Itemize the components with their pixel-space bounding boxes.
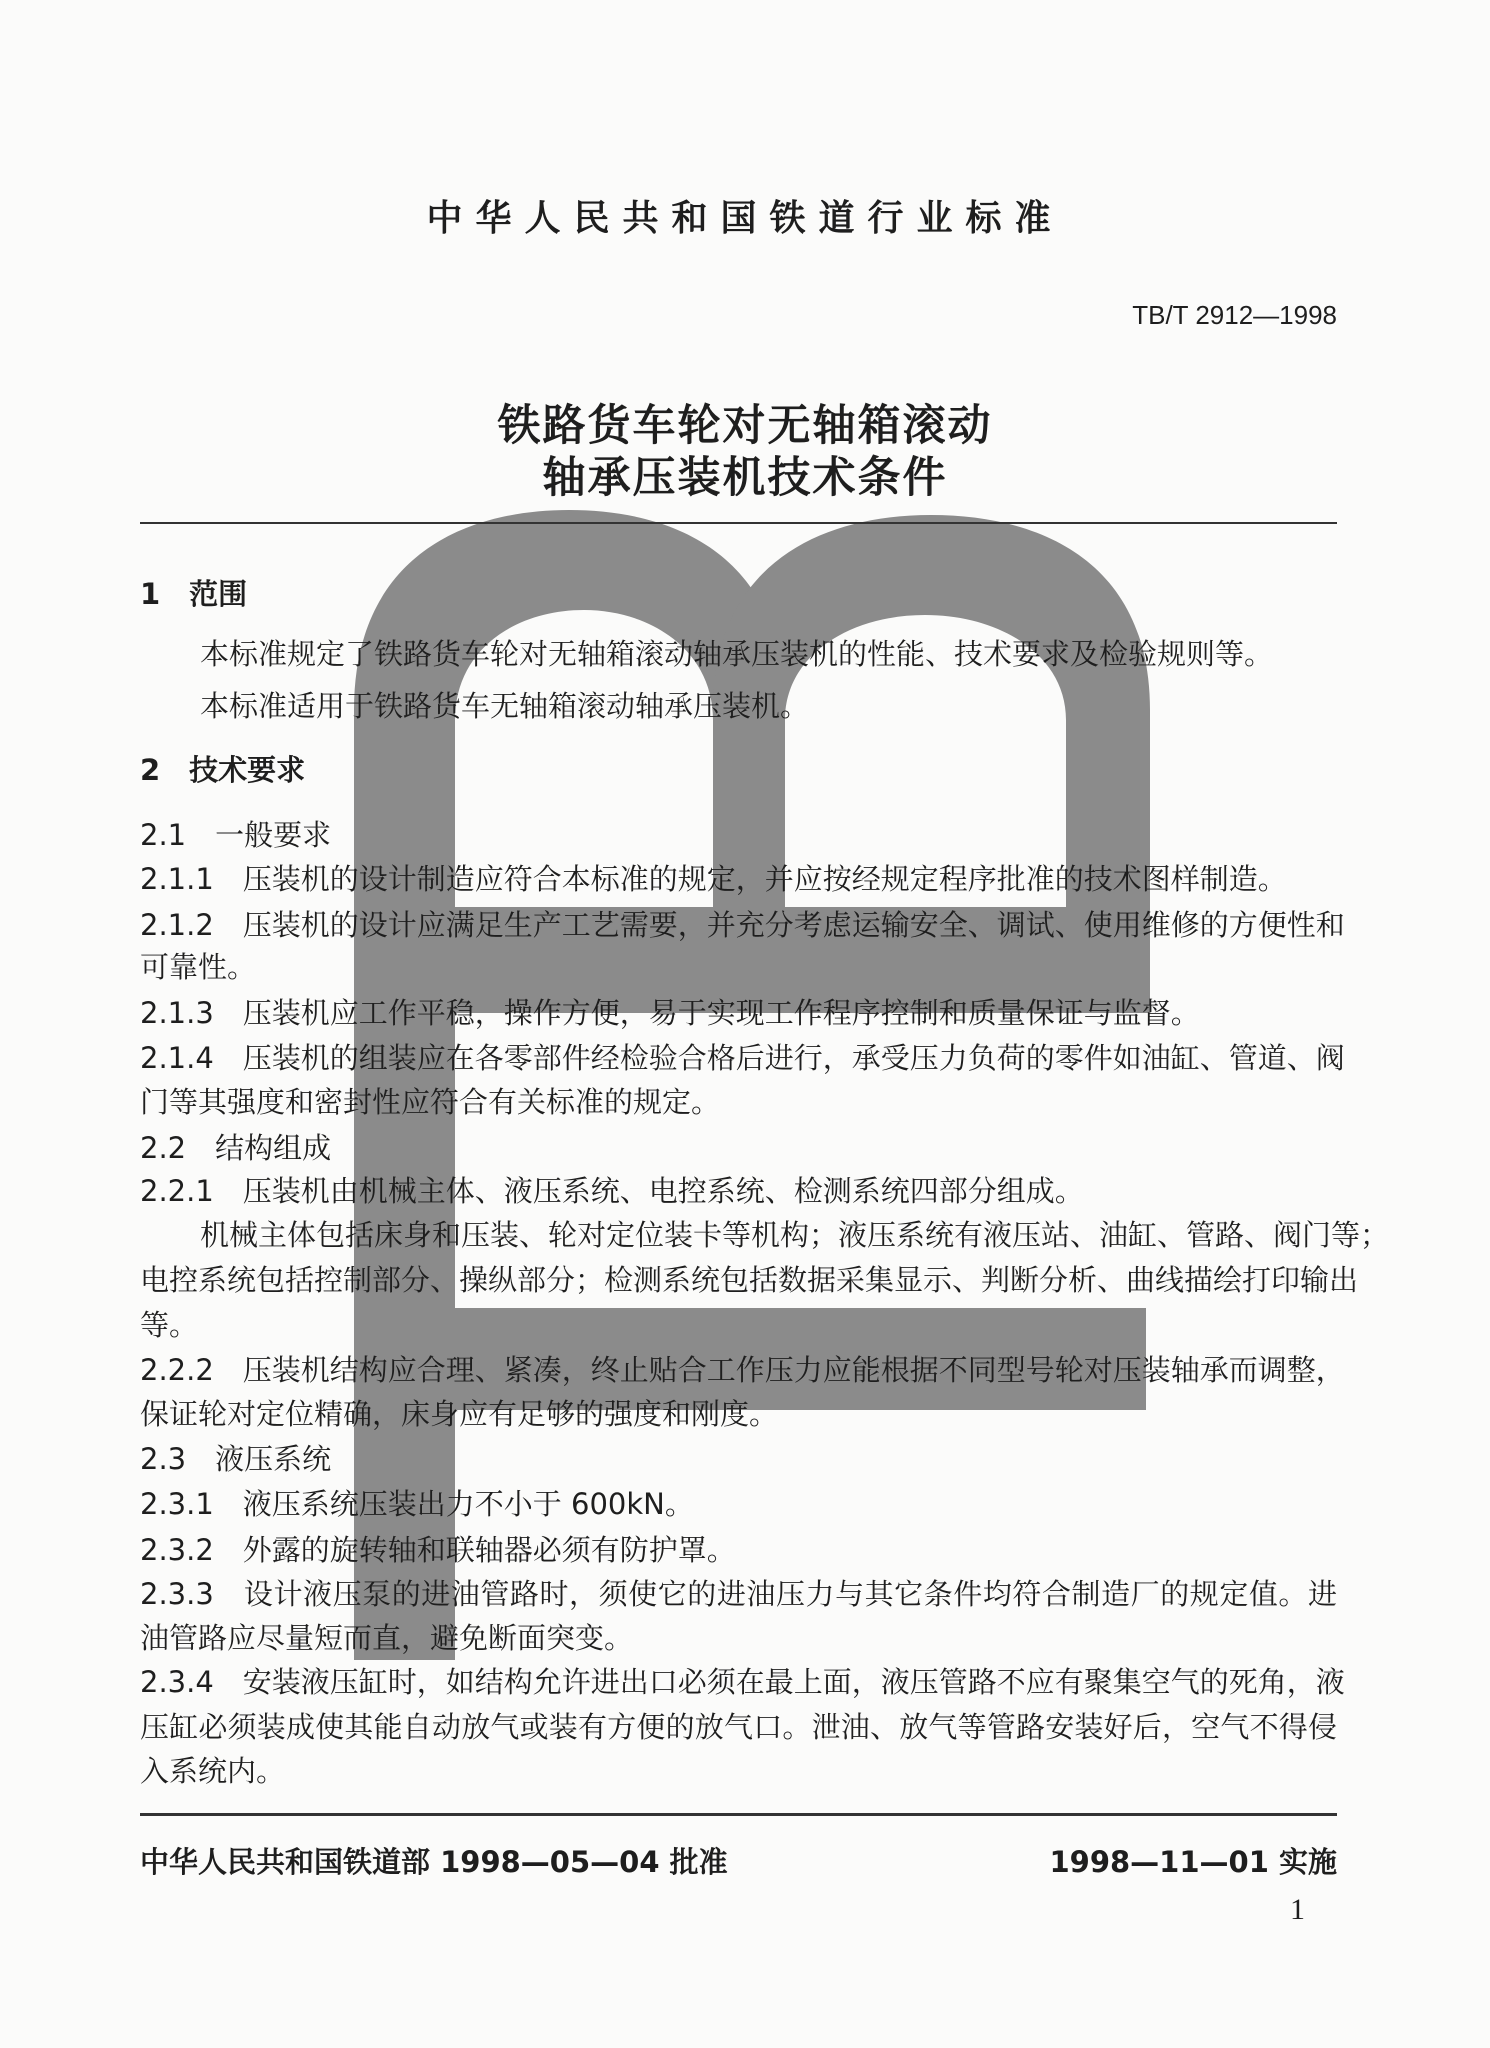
- standard-code: TB/T 2912—1998: [1132, 300, 1337, 330]
- text-line: 2.3.4 安装液压缸时，如结构允许进出口必须在最上面，液压管路不应有聚集空气的死角，液: [140, 1665, 1345, 1699]
- text-line: 油管路应尽量短而直，避免断面突变。: [140, 1621, 634, 1655]
- footer-divider: [140, 1813, 1337, 1816]
- text-line: 2.2 结构组成: [140, 1131, 332, 1165]
- text-line: 入系统内。: [140, 1754, 286, 1788]
- section-heading: 1 范围: [140, 577, 248, 611]
- text-line: 2.3.1 液压系统压装出力不小于 600kN。: [140, 1487, 694, 1521]
- text-line: 电控系统包括控制部分、操纵部分；检测系统包括数据采集显示、判断分析、曲线描绘打印输出: [140, 1263, 1359, 1297]
- text-line: 2.3 液压系统: [140, 1442, 332, 1476]
- text-line: 2.3.2 外露的旋转轴和联轴器必须有防护罩。: [140, 1533, 736, 1567]
- text-line: 2.1.1 压装机的设计制造应符合本标准的规定，并应按经规定程序批准的技术图样制造。: [140, 862, 1287, 896]
- page-number: 1: [1290, 1893, 1305, 1926]
- title-divider: [140, 522, 1337, 524]
- text-line: 2.1 一般要求: [140, 818, 332, 852]
- approval-statement: 中华人民共和国铁道部 1998—05—04 批准: [140, 1845, 728, 1879]
- section-heading: 2 技术要求: [140, 753, 306, 787]
- issuer-heading: 中华人民共和国铁道行业标准: [426, 198, 1064, 239]
- text-line: 2.2.2 压装机结构应合理、紧凑，终止贴合工作压力应能根据不同型号轮对压装轴承而调整，: [140, 1353, 1345, 1387]
- text-line: 保证轮对定位精确，床身应有足够的强度和刚度。: [140, 1397, 779, 1431]
- text-line: 2.1.2 压装机的设计应满足生产工艺需要，并充分考虑运输安全、调试、使用维修的方便性和: [140, 908, 1345, 942]
- text-line: 本标准规定了铁路货车轮对无轴箱滚动轴承压装机的性能、技术要求及检验规则等。: [200, 637, 1274, 671]
- text-line: 2.2.1 压装机由机械主体、液压系统、电控系统、检测系统四部分组成。: [140, 1174, 1084, 1208]
- text-line: 门等其强度和密封性应符合有关标准的规定。: [140, 1085, 721, 1119]
- text-line: 压缸必须装成使其能自动放气或装有方便的放气口。泄油、放气等管路安装好后，空气不得侵: [140, 1710, 1337, 1744]
- text-line: 可靠性。: [140, 950, 257, 984]
- text-line: 2.1.4 压装机的组装应在各零部件经检验合格后进行，承受压力负荷的零件如油缸、管道、阀: [140, 1041, 1345, 1075]
- text-line: 等。: [140, 1308, 199, 1342]
- text-line: 2.1.3 压装机应工作平稳，操作方便，易于实现工作程序控制和质量保证与监督。: [140, 996, 1200, 1030]
- text-line: 本标准适用于铁路货车无轴箱滚动轴承压装机。: [200, 689, 810, 723]
- text-line: 机械主体包括床身和压装、轮对定位装卡等机构；液压系统有液压站、油缸、管路、阀门等；: [200, 1218, 1390, 1252]
- document-title-line-2: 轴承压装机技术条件: [542, 453, 948, 503]
- effective-date: 1998—11—01 实施: [1049, 1845, 1337, 1879]
- text-line: 2.3.3 设计液压泵的进油管路时，须使它的进油压力与其它条件均符合制造厂的规定值。进: [140, 1577, 1337, 1611]
- document-title-line-1: 铁路货车轮对无轴箱滚动: [497, 401, 993, 451]
